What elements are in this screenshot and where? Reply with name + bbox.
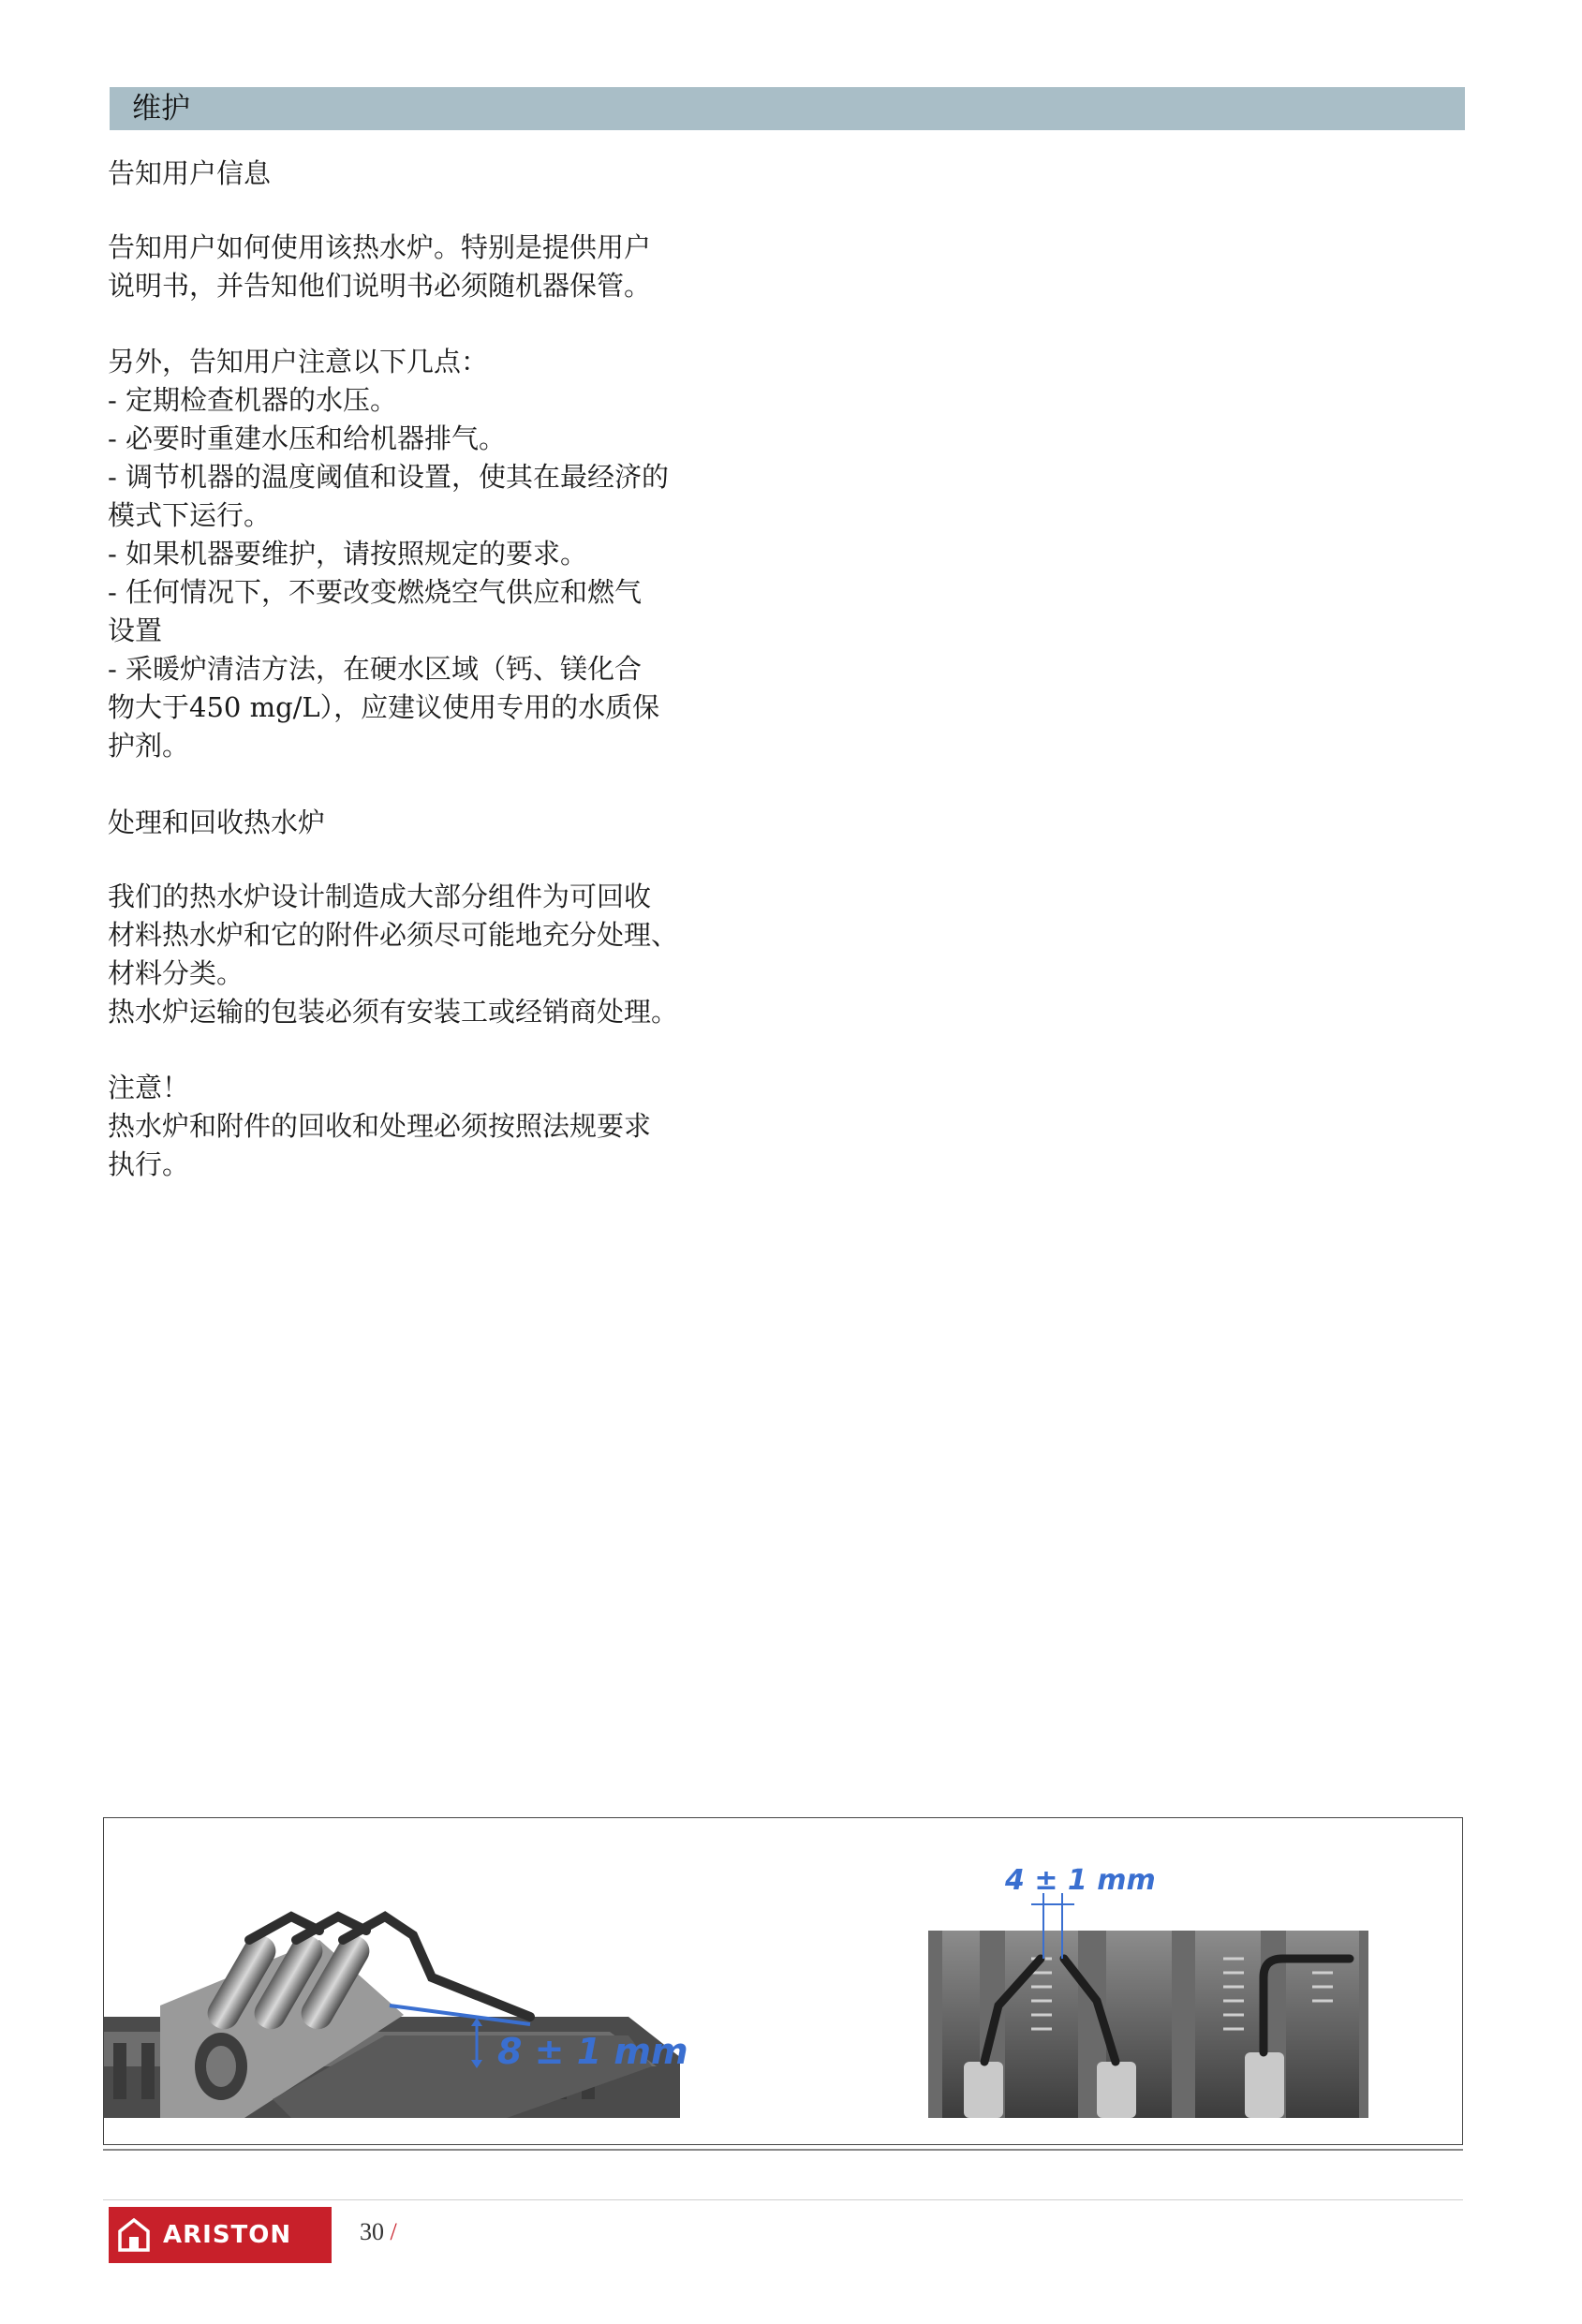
house-icon (118, 2218, 150, 2252)
text-line: 材料分类。 (108, 957, 244, 989)
left-dimension-label: 8 ± 1 mm (497, 2031, 688, 2072)
electrode-figure (103, 1817, 1463, 2145)
section-title: 维护 (132, 92, 190, 126)
paragraph-recycling (108, 878, 782, 1031)
text-line: 执行。 (108, 1148, 190, 1180)
heading-inform-user: 告知用户信息 (108, 157, 272, 189)
figure-divider (103, 2149, 1463, 2151)
text-line: 热水炉和附件的回收和处理必须按照法规要求 (108, 1110, 652, 1142)
list-item-cont: 模式下运行。 (108, 499, 272, 531)
page-number-slash: / (390, 2218, 397, 2245)
ariston-logo (109, 2207, 332, 2263)
left-view (104, 1917, 688, 2118)
electrode-illustration (104, 1818, 1463, 2145)
list-item: - 调节机器的温度阈值和设置，使其在最经济的 (108, 461, 670, 493)
right-view (928, 1864, 1368, 2118)
warning-label: 注意！ (108, 1072, 190, 1103)
text-line: 说明书，并告知他们说明书必须随机器保管。 (108, 270, 652, 302)
list-item: - 如果机器要维护，请按照规定的要求。 (108, 538, 588, 570)
paragraph-notes-list (108, 343, 782, 765)
text-line: 另外，告知用户注意以下几点： (108, 346, 489, 377)
list-item: - 采暖炉清洁方法，在硬水区域（钙、镁化合 (108, 653, 643, 685)
list-item: - 定期检查机器的水压。 (108, 384, 398, 416)
text-line: 我们的热水炉设计制造成大部分组件为可回收 (108, 881, 652, 912)
right-dimension-label: 4 ± 1 mm (1005, 1864, 1156, 1897)
text-line: 热水炉运输的包装必须有安装工或经销商处理。 (108, 996, 679, 1028)
text-line: 告知用户如何使用该热水炉。特别是提供用户 (108, 231, 652, 263)
main-content (108, 154, 782, 1184)
text-line: 材料热水炉和它的附件必须尽可能地充分处理、 (108, 919, 679, 951)
section-header-bar (110, 87, 1465, 130)
page-number-value: 30 (360, 2218, 384, 2245)
page-number (360, 2218, 397, 2246)
heading-disposal: 处理和回收热水炉 (108, 807, 326, 838)
list-item-cont: 设置 (108, 614, 163, 646)
footer-divider (103, 2199, 1463, 2200)
list-item: - 必要时重建水压和给机器排气。 (108, 422, 507, 454)
list-item-cont: 护剂。 (108, 730, 190, 762)
list-item: - 任何情况下，不要改变燃烧空气供应和燃气 (108, 576, 643, 608)
brand-name: ARISTON (163, 2221, 292, 2249)
paragraph-warning (108, 1069, 782, 1184)
list-item-cont: 物大于450 mg/L），应建议使用专用的水质保 (108, 691, 660, 723)
paragraph-usage (108, 229, 782, 305)
